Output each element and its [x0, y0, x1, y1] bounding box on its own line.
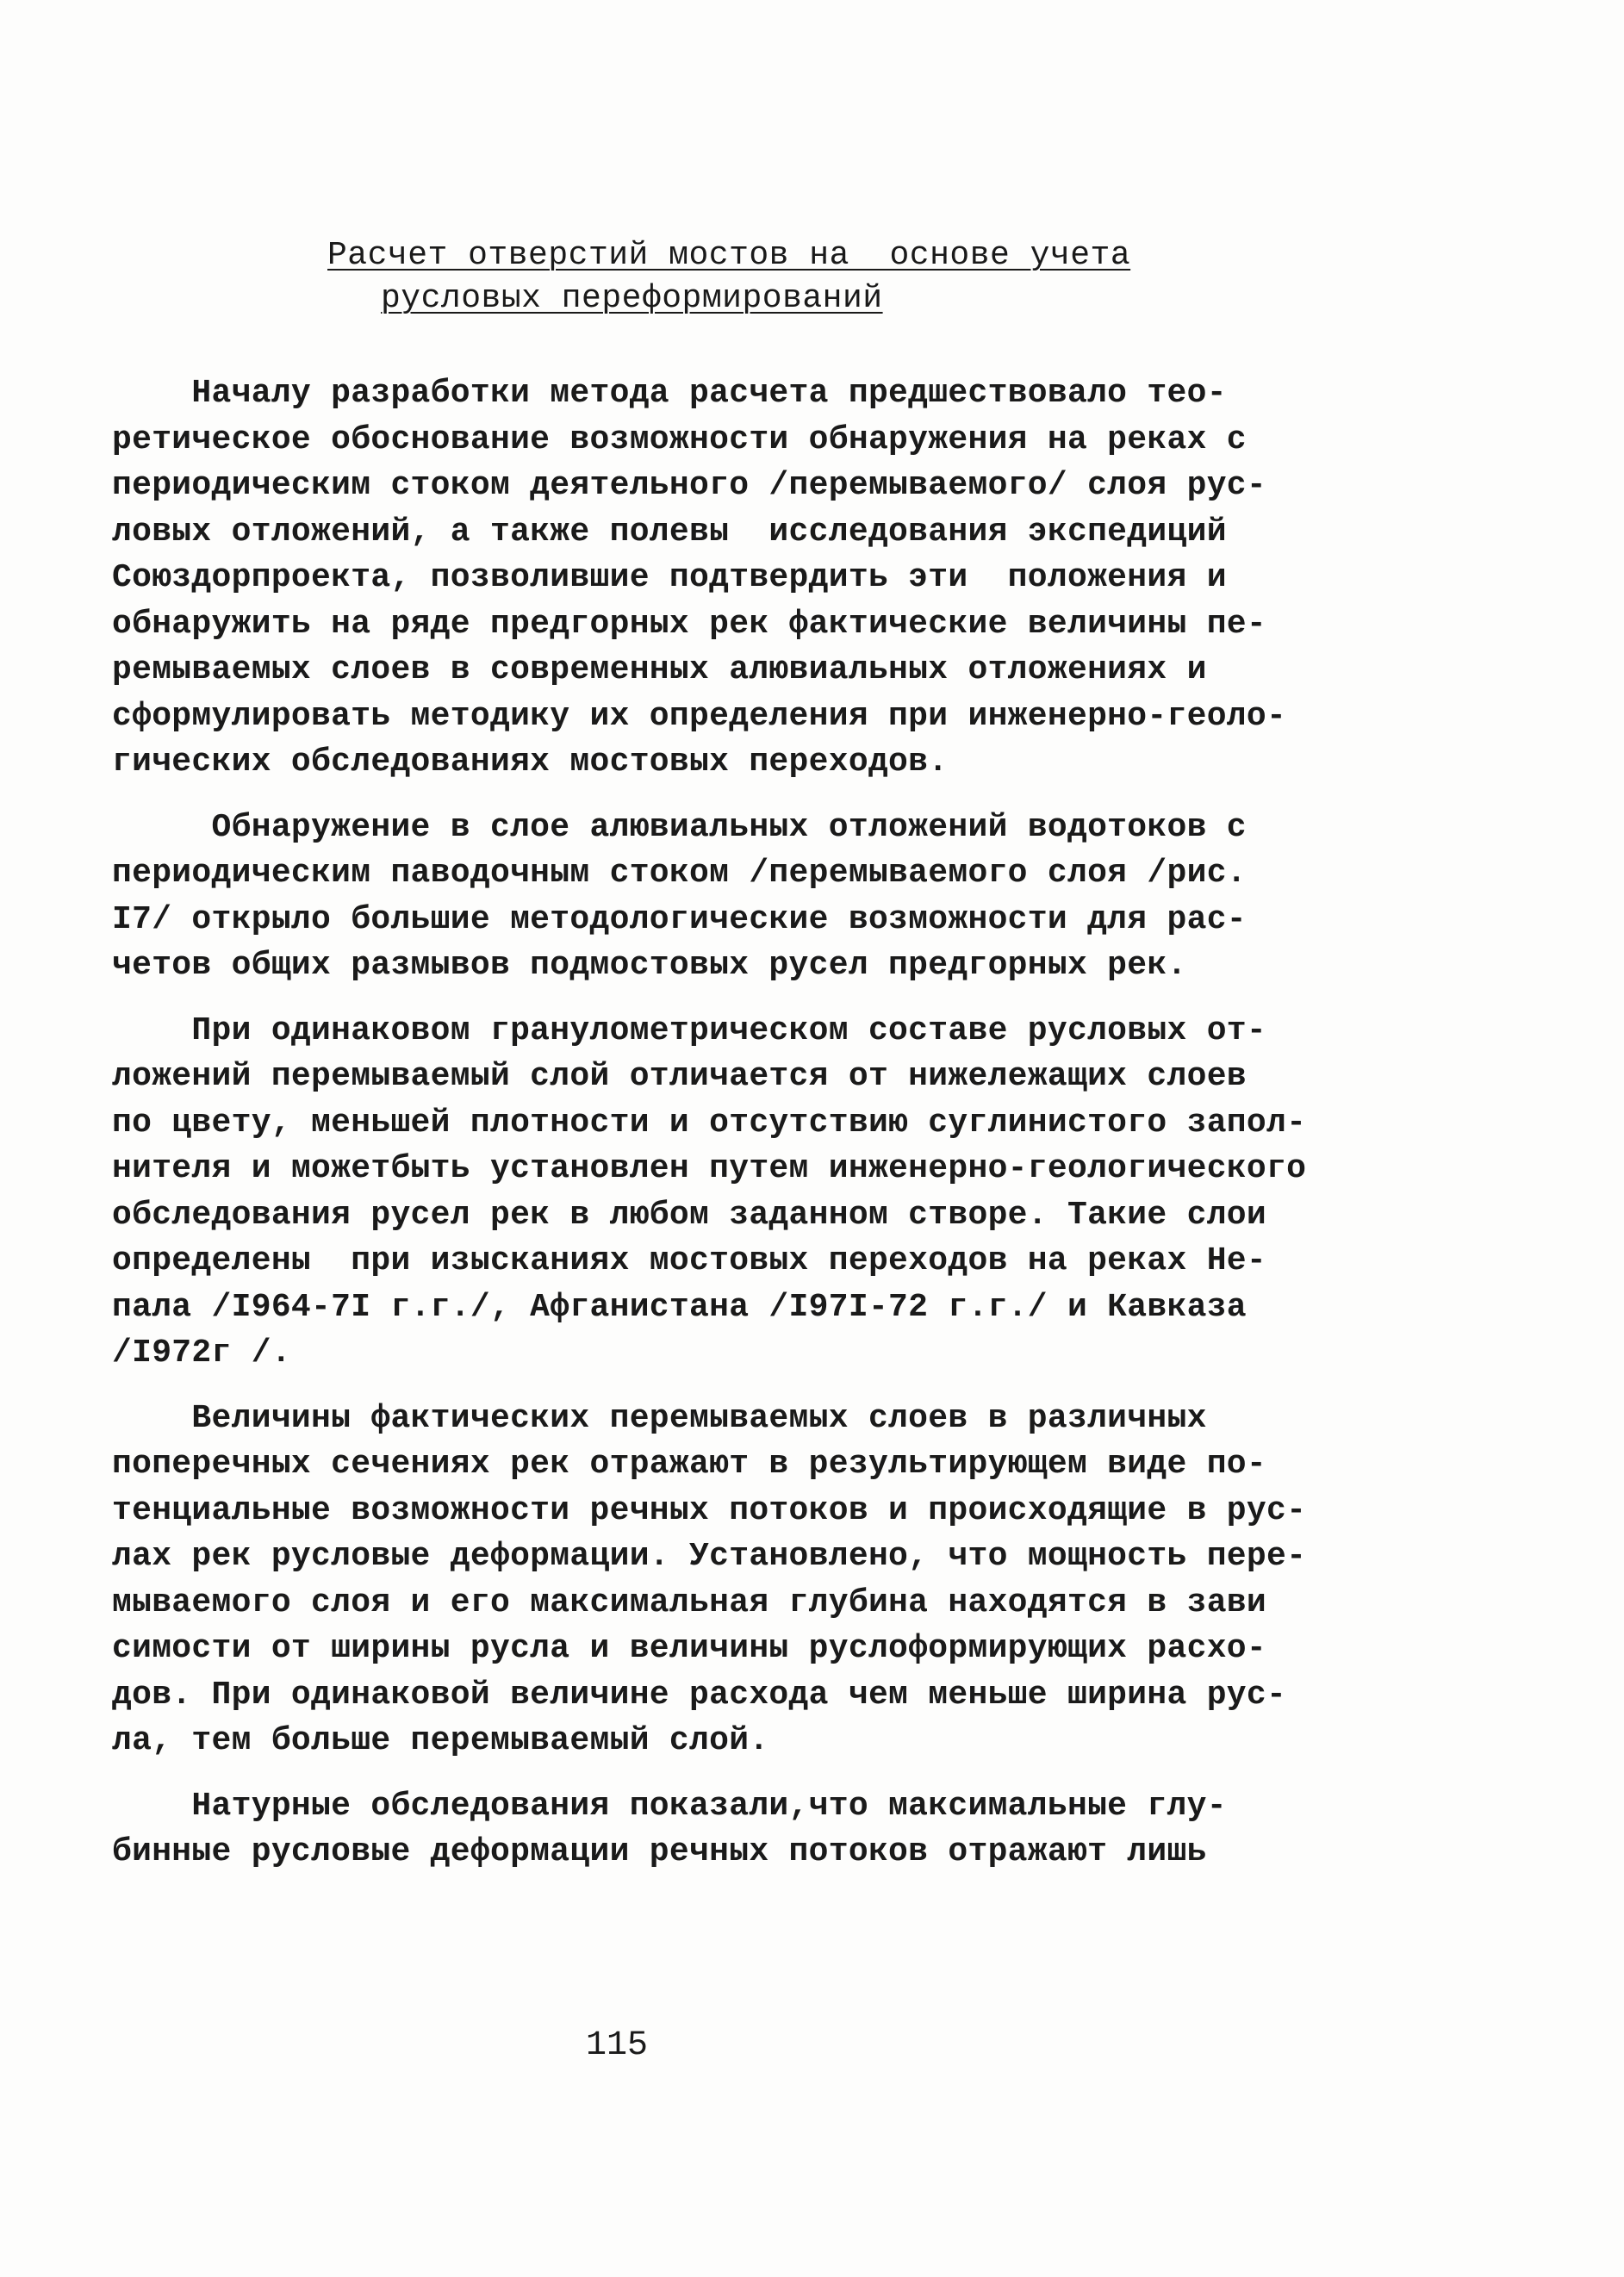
paragraph-4 [112, 1396, 1307, 1764]
text-line: симости от ширины русла и величины руслоформирующих расхо- [112, 1630, 1267, 1667]
title-line-1: Расчет отверстий мостов на основе учета [327, 237, 1131, 274]
text-line: обнаружить на ряде предгорных рек фактические величины пе- [112, 605, 1267, 643]
text-line: гических обследованиях мостовых переходов. [112, 743, 949, 781]
text-line: четов общих размывов подмостовых русел предгорных рек. [112, 947, 1187, 984]
text-line: мываемого слоя и его максимальная глубина находятся в зави [112, 1583, 1267, 1621]
text-line: сформулировать методику их определения при инженерно-геоло- [112, 697, 1287, 735]
text-line: лах рек русловые деформации. Установлено, что мощность пере- [112, 1538, 1307, 1575]
text-line: Величины фактических перемываемых слоев в различных [112, 1399, 1207, 1437]
text-line: Натурные обследования показали,что максимальные глу- [112, 1787, 1227, 1825]
paragraph-1 [112, 370, 1287, 786]
text-line: При одинаковом гранулометрическом составе русловых от- [112, 1011, 1267, 1049]
text-line: /I972г /. [112, 1334, 291, 1372]
text-line: ремываемых слоев в современных алювиальных отложениях и [112, 651, 1207, 688]
text-line: ложений перемываемый слой отличается от нижележащих слоев [112, 1058, 1247, 1095]
text-line: бинные русловые деформации речных потоков отражают лишь [112, 1833, 1207, 1870]
paragraph-5 [112, 1783, 1284, 1876]
paragraph-3 [112, 1008, 1307, 1377]
text-line: ретическое обоснование возможности обнаружения на реках с [112, 420, 1247, 458]
title-line-2: русловых переформирований [381, 280, 883, 317]
text-line: нителя и можетбыть установлен путем инженерно-геологического [112, 1150, 1307, 1187]
text-line: Союздорпроекта, позволившие подтвердить эти положения и [112, 559, 1227, 596]
text-line: ла, тем больше перемываемый слой. [112, 1722, 769, 1759]
text-line: ловых отложений, а также полевы исследования экспедиций [112, 513, 1227, 551]
text-line: Обнаружение в слое алювиальных отложений водотоков с [112, 808, 1247, 846]
text-line: периодическим паводочным стоком /перемываемого слоя /рис. [112, 855, 1247, 892]
text-line: Началу разработки метода расчета предшествовало тео- [112, 375, 1227, 412]
text-line: по цвету, меньшей плотности и отсутствию суглинистого запол- [112, 1104, 1307, 1142]
body-text [112, 370, 1307, 1894]
text-line: пала /I964-7I г.г./, Афганистана /I97I-72 г.г./ и Кавказа [112, 1288, 1247, 1326]
text-line: поперечных сечениях рек отражают в результирующем виде по- [112, 1446, 1267, 1483]
page-number: 115 [586, 2026, 649, 2065]
document-title [327, 234, 1189, 320]
text-line: дов. При одинаковой величине расхода чем меньше ширина рус- [112, 1676, 1287, 1714]
text-line: I7/ открыло большие методологические возможности для рас- [112, 900, 1247, 938]
text-line: обследования русел рек в любом заданном створе. Такие слои [112, 1196, 1267, 1234]
text-line: определены при изысканиях мостовых переходов на реках Не- [112, 1242, 1267, 1279]
paragraph-2 [112, 805, 1284, 989]
text-line: периодическим стоком деятельного /перемываемого/ слоя рус- [112, 467, 1267, 504]
text-line: тенциальные возможности речных потоков и происходящие в рус- [112, 1491, 1307, 1529]
